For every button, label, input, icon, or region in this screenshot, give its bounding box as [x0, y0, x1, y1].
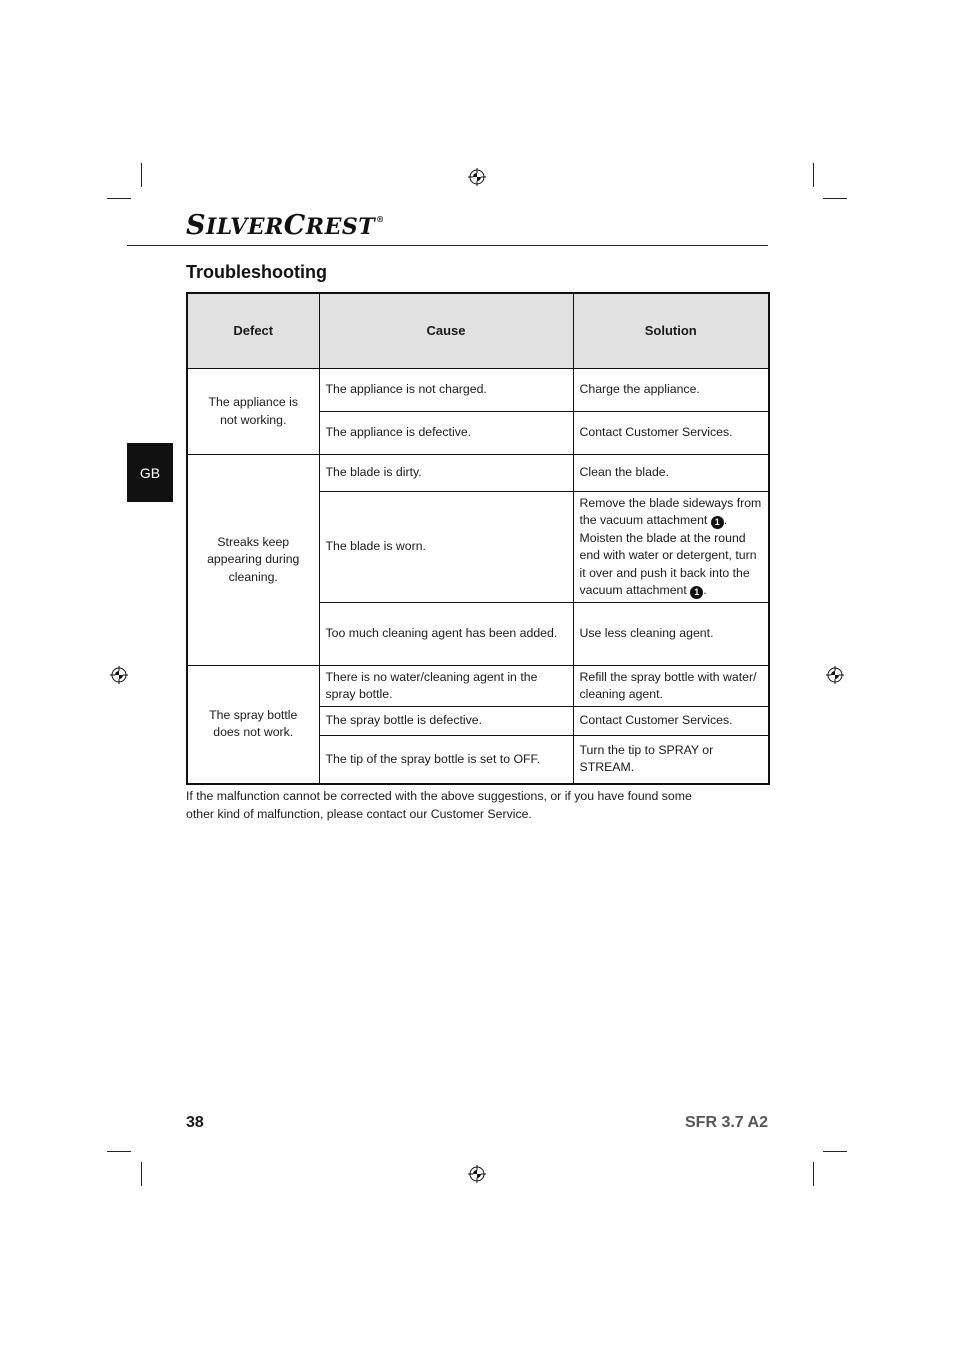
header-solution: Solution	[573, 293, 769, 369]
cause-cell: The blade is worn.	[319, 492, 573, 603]
defect-cell: The spray bottle does not work.	[187, 666, 319, 784]
cause-cell: The tip of the spray bottle is set to OFF.	[319, 736, 573, 784]
crop-mark	[813, 163, 814, 187]
cause-cell: There is no water/cleaning agent in the spray bottle.	[319, 666, 573, 707]
solution-cell: Clean the blade.	[573, 455, 769, 492]
solution-cell: Remove the blade sideways from the vacuum attachment 1 . Moisten the blade at the round end with water or detergent, turn it over and push it back into the vacuum attachment 1 .	[573, 492, 769, 603]
header-cause: Cause	[319, 293, 573, 369]
header-rule	[127, 245, 768, 246]
header-defect: Defect	[187, 293, 319, 369]
solution-cell: Charge the appliance.	[573, 369, 769, 412]
table-row	[187, 666, 769, 707]
crop-mark	[107, 1151, 131, 1152]
registration-mark-icon	[826, 666, 844, 684]
solution-cell: Refill the spray bottle with water/ cleaning agent.	[573, 666, 769, 707]
registration-mark-icon	[468, 168, 486, 186]
model-number: SFR 3.7 A2	[685, 1114, 768, 1131]
crop-mark	[141, 163, 142, 187]
registration-mark-icon	[468, 1165, 486, 1183]
registration-mark-icon	[110, 666, 128, 684]
solution-cell: Turn the tip to SPRAY or STREAM.	[573, 736, 769, 784]
crop-mark	[823, 1151, 847, 1152]
crop-mark	[813, 1162, 814, 1186]
brand-logo: SILVERCREST®	[186, 210, 385, 241]
number-one-icon: 1	[711, 516, 724, 529]
table-header-row	[187, 293, 769, 369]
cause-cell: The appliance is not charged.	[319, 369, 573, 412]
footnote: If the malfunction cannot be corrected with the above suggestions, or if you have found some other kind of malfunction, please contact our Customer Service.	[186, 789, 692, 821]
crop-mark	[107, 198, 131, 199]
cause-cell: The blade is dirty.	[319, 455, 573, 492]
defect-cell: The appliance is not working.	[187, 369, 319, 455]
crop-mark	[141, 1162, 142, 1186]
cause-cell: The appliance is defective.	[319, 412, 573, 455]
solution-cell: Use less cleaning agent.	[573, 603, 769, 666]
cause-cell: The spray bottle is defective.	[319, 707, 573, 736]
language-tab: GB	[127, 443, 173, 502]
table-row	[187, 455, 769, 492]
crop-mark	[823, 198, 847, 199]
number-one-icon: 1	[690, 586, 703, 599]
page-title: Troubleshooting	[186, 262, 327, 282]
table-row	[187, 369, 769, 412]
solution-cell: Contact Customer Services.	[573, 707, 769, 736]
solution-cell: Contact Customer Services.	[573, 412, 769, 455]
page-number: 38	[186, 1114, 204, 1131]
defect-cell: Streaks keep appearing during cleaning.	[187, 455, 319, 666]
troubleshooting-table	[186, 292, 770, 785]
cause-cell: Too much cleaning agent has been added.	[319, 603, 573, 666]
